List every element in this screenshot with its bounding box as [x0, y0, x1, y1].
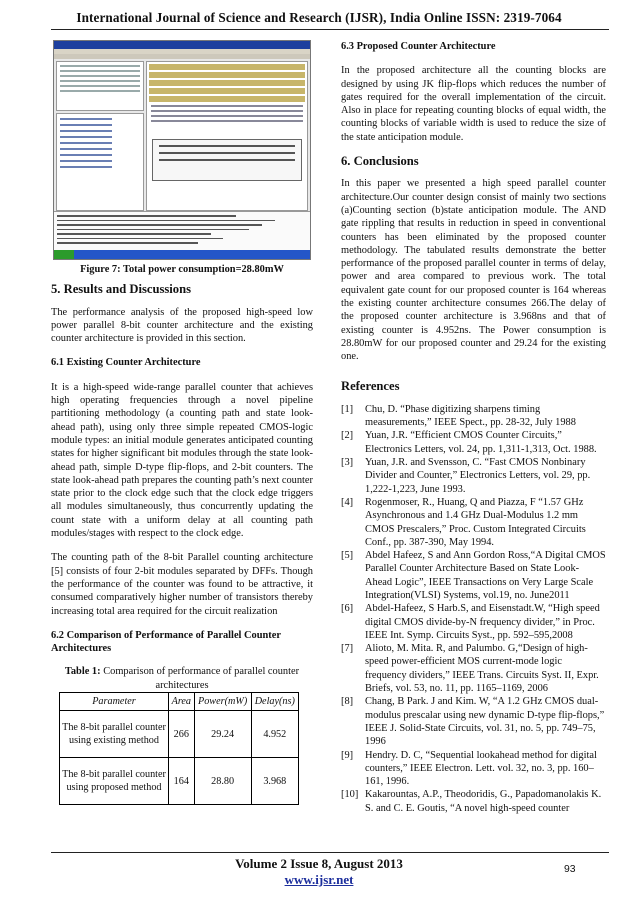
section-5-title: 5. Results and Discussions	[51, 282, 191, 297]
reference-number: [7]	[341, 643, 354, 655]
table-row	[60, 711, 299, 758]
reference-number: [10]	[341, 789, 359, 801]
table-cell: 266	[169, 711, 195, 758]
reference-text: Abdel Hafeez, S and Ann Gordon Ross,“A Digital CMOS Parallel Counter Architecture Based on State Look-Ahead Logic”, IEEE Transactions on Very Large Scale Integration(VLSI) Systems, vol.19, no. June2011	[365, 550, 606, 601]
header-rule	[51, 29, 609, 30]
reference-number: [3]	[341, 457, 354, 469]
reference-text: Rogenmoser, R., Huang, Q and Piazza, F “1.57 GHz Asynchronous and 1.4 GHz Dual-Modulus 1.2 mm CMOS Prescalers,” Proc. Custom Integrated Circuits Conf., pp. 387-390, May 1994.	[365, 496, 586, 548]
section-6-1-paragraph-2: The counting path of the 8-bit Parallel counting architecture [5] consists of four 2-bit modules separated by DFFs. Though the performance of the counter was found to be attractive, it consumed comparatively higher number of transistors thereby increasing total area required for the circuit realization	[51, 552, 313, 617]
table-caption: Table 1: Comparison of performance of parallel counter architectures	[64, 666, 300, 691]
reference-number: [5]	[341, 550, 354, 562]
table-row	[60, 758, 299, 805]
table-cell: 28.80	[194, 758, 251, 805]
reference-item	[341, 549, 606, 602]
section-5-paragraph: The performance analysis of the proposed high-speed low power parallel 8-bit counter architecture and the existing counter architecture is provided in this section.	[51, 306, 313, 345]
reference-item	[341, 642, 606, 695]
reference-number: [9]	[341, 749, 354, 761]
footer-url[interactable]	[0, 872, 638, 888]
report-panel	[146, 61, 308, 211]
taskbar	[54, 250, 310, 259]
reference-item	[341, 429, 606, 456]
table-cell: The 8-bit parallel counter using proposed method	[60, 758, 169, 805]
reference-number: [4]	[341, 496, 354, 508]
reference-number: [2]	[341, 430, 354, 442]
reference-item	[341, 602, 606, 642]
table-header: Delay(ns)	[251, 693, 298, 711]
section-6-1-title: 6.1 Existing Counter Architecture	[51, 357, 201, 369]
reference-item	[341, 403, 606, 430]
left-column	[51, 40, 313, 805]
references-title: References	[341, 378, 400, 393]
reference-number: [8]	[341, 696, 354, 708]
table-header: Parameter	[60, 693, 169, 711]
reference-item	[341, 496, 606, 549]
section-6-3-title: 6.3 Proposed Counter Architecture	[341, 41, 496, 52]
section-6-1-paragraph-1: It is a high-speed wide-range parallel counter that achieves high operating frequencies through a novel pipeline partitioning methodology (a counting path and state look-ahead path), using only three simple repeated CMOS-logic module types: an initial module generates anticipated counting states for higher significant bit modules through the state look-ahead path, simple D-type flip-flops, and 2-bit counters. The state look-ahead path prepares the counting path’s next counter state prior to the clock edge such that the clock edge triggers all modules simultaneously, thus concurrently updating the count state with a uniform delay at all counting path modules/stages with respect to the clock edge.	[51, 381, 313, 540]
right-column	[341, 40, 606, 815]
reference-text: Chu, D. “Phase digitizing sharpens timing measurements,” IEEE Spect., pp. 28-32, July 1988	[365, 403, 576, 429]
section-6-2-title: 6.2 Comparison of Performance of Parallel Counter Architectures	[51, 629, 281, 655]
table-cell: 3.968	[251, 758, 298, 805]
reference-text: Kakarountas, A.P., Theodoridis, G., Papadomanolakis K. S. and C. E. Goutis, “A novel high-speed counter	[365, 789, 602, 814]
console-panel	[54, 211, 310, 250]
table-cell: The 8-bit parallel counter using existing method	[60, 711, 169, 758]
reference-text: Chang, B Park. J and Kim. W, “A 1.2 GHz CMOS dual-modulus prescalar using new dynamic D-type flip-flops,” IEEE J. Solid-State Circuits, vol. 31, no. 5, pp. 749–75, 1996	[365, 696, 605, 748]
conclusions-paragraph: In this paper we presented a high speed parallel counter architecture.Our counter design consist of mainly two sections (a)Counting section (b)state anticipation module. The AND gate rippling that results in reduction in speed in conventional counters has been eliminated by the proposed counter methodology. The tabulated results demonstrate the better performance of the proposed parallel counter in terms of delay, power and area compared to previous work. The total equivalent gate count for our proposed counter is 164 whereas the existing counter architecture consumes 266.The delay of the proposed counter architecture is 3.968ns and that of existing counter is 4.952ns. The Power consumption is 28.80mW for our proposed counter and 29.24 for the existing one.	[341, 178, 606, 363]
table-header-row	[60, 693, 299, 711]
reference-text: Hendry. D. C, “Sequential lookahead method for digital counters,” IEEE Electron. Lett. vol. 32, no. 3, pp. 160–161, 1996.	[365, 749, 597, 788]
table-header: Area	[169, 693, 195, 711]
table-header: Power(mW)	[194, 693, 251, 711]
reference-item	[341, 788, 606, 815]
section-6-title: 6. Conclusions	[341, 154, 419, 169]
table-cell: 164	[169, 758, 195, 805]
reference-text: Alioto, M. Mita. R, and Palumbo. G,“Design of high-speed power-efficient MOS current-mode logic frequency dividers,” IEEE Trans. Circuits Syst. II, Expr. Briefs, vol. 53, no. 11, pp. 1165–1169, 2006	[365, 643, 599, 695]
window-title-bar	[54, 41, 310, 49]
reference-item	[341, 456, 606, 496]
simulation-screenshot	[53, 40, 311, 260]
power-table	[152, 139, 302, 181]
table-cell: 4.952	[251, 711, 298, 758]
figure-caption: Figure 7: Total power consumption=28.80mW	[80, 264, 284, 275]
footer-rule	[51, 852, 609, 853]
reference-number: [1]	[341, 403, 354, 415]
journal-header: International Journal of Science and Research (IJSR), India Online ISSN: 2319-7064	[76, 10, 562, 25]
start-button	[54, 250, 74, 259]
reference-list	[341, 403, 606, 815]
reference-text: Yuan, J.R. and Svensson, C. “Fast CMOS Nonbinary Divider and Counter,” Electronics Letters, vol. 29, pp. 1,222-1,223, June 1993.	[365, 457, 591, 495]
reference-number: [6]	[341, 603, 354, 615]
reference-text: Yuan, J.R. “Efficient CMOS Counter Circuits,” Electronics Letters, vol. 24, pp. 1,311-1,313, Oct. 1988.	[365, 430, 597, 455]
reference-item	[341, 695, 606, 748]
journal-link[interactable]: www.ijsr.net	[284, 872, 354, 887]
section-6-3-paragraph: In the proposed architecture all the counting blocks are designed by using JK flip-flops which reduces the number of gates required for the overall implementation of the circuit. Also in place for repeating counting blocks of equal width, the counting blocks of variable width is used to reduce the size of the state anticipation module.	[341, 65, 606, 143]
reference-text: Abdel-Hafeez, S Harb.S, and Eisenstadt.W, “High speed digital CMOS divide-by-N frequency divider,” in Proc. IEEE Int. Symp. Circuits Syst., pp. 592–595,2008	[365, 603, 600, 641]
page-number: 93	[564, 864, 576, 875]
reference-item	[341, 749, 606, 789]
table-cell: 29.24	[194, 711, 251, 758]
comparison-table	[59, 692, 299, 805]
footer-volume: Volume 2 Issue 8, August 2013	[235, 856, 403, 871]
